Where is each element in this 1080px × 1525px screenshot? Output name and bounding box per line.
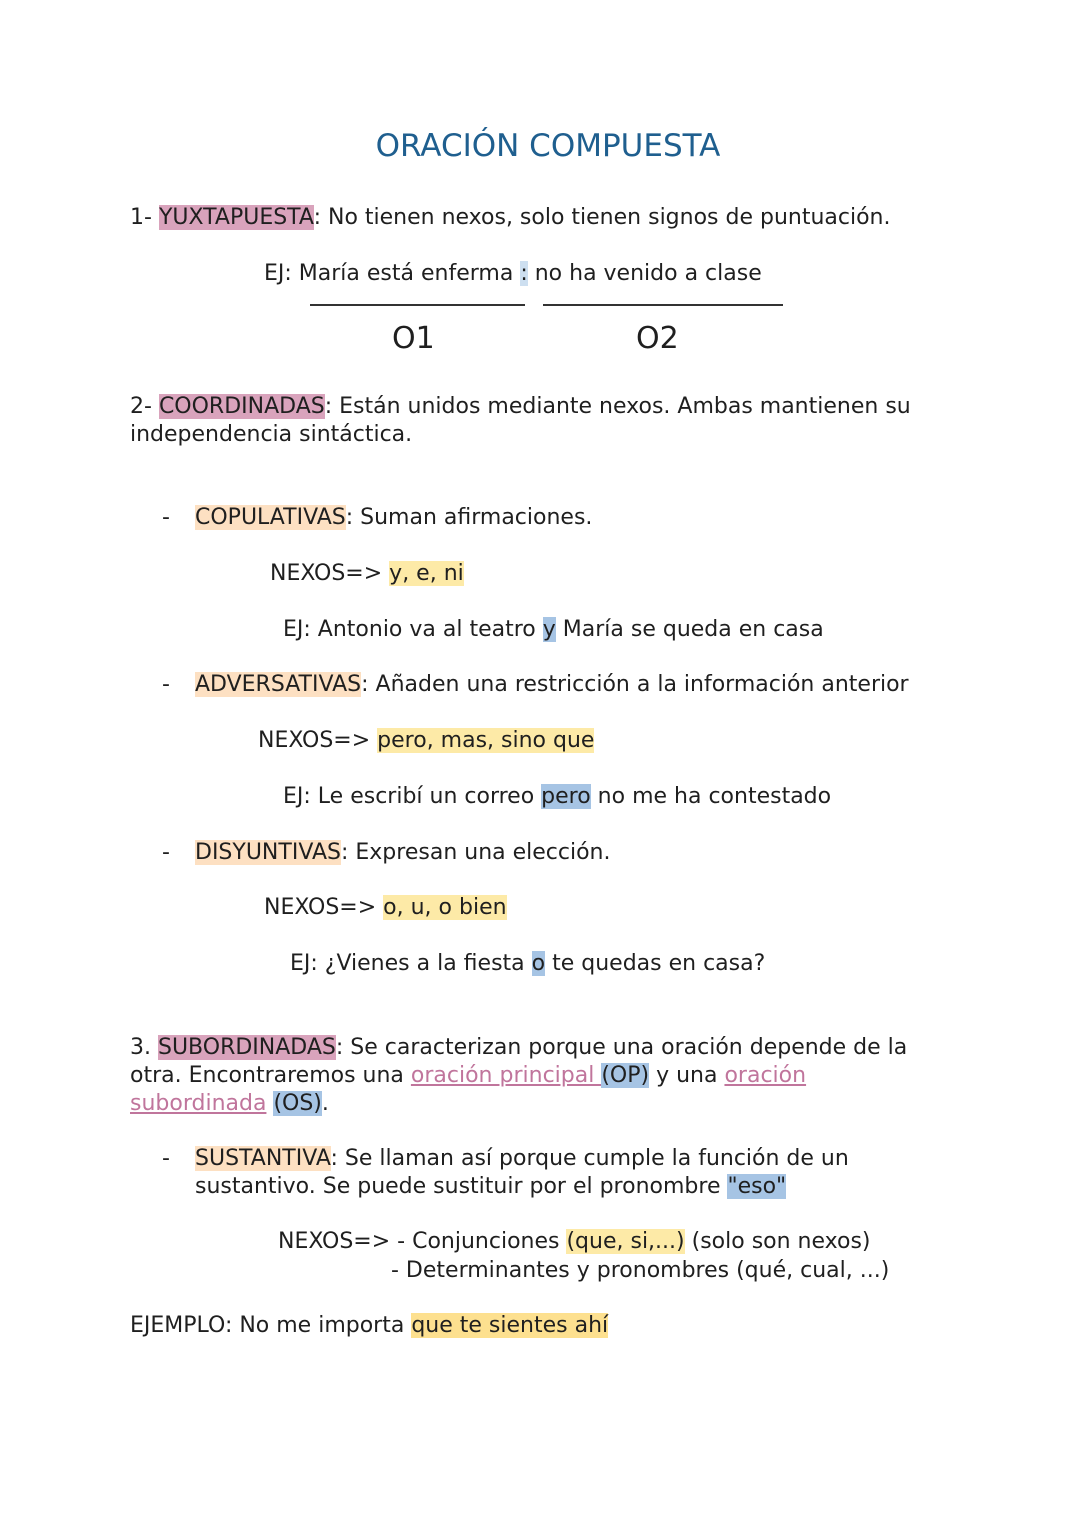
list-dash: - — [162, 1146, 170, 1171]
section1-prefix: 1- — [130, 205, 159, 230]
copulativas-nexos-list: y, e, ni — [389, 561, 464, 586]
link-oracion-subordinada-b[interactable]: subordinada — [130, 1091, 267, 1116]
section1-example-b: no ha venido a clase — [527, 261, 762, 286]
list-dash: - — [162, 505, 170, 530]
os-badge: (OS) — [273, 1091, 322, 1116]
sustantiva-nexos-line1 — [278, 1228, 871, 1256]
disyuntivas-nexos — [264, 894, 507, 922]
nexos-conjunciones-note: (solo son nexos) — [684, 1229, 871, 1254]
copulativas-item — [195, 504, 592, 532]
example-text-b: María se queda en casa — [555, 617, 824, 642]
example-nexo: pero — [541, 784, 591, 809]
section3-text-a: otra. Encontraremos una — [130, 1063, 411, 1088]
example-text-a: EJ: Antonio va al teatro — [283, 617, 543, 642]
adversativas-item — [195, 671, 909, 699]
adversativas-nexos-list: pero, mas, sino que — [377, 728, 595, 753]
copulativas-nexos — [270, 560, 464, 588]
section2-definition-line1: : Están unidos mediante nexos. Ambas mantienen su — [324, 394, 911, 419]
sustantiva-desc-text: sustantivo. Se puede sustituir por el pronombre — [195, 1174, 728, 1199]
page-title: ORACIÓN COMPUESTA — [375, 128, 721, 164]
underline-o1 — [310, 304, 525, 306]
disyuntivas-term: DISYUNTIVAS — [195, 840, 341, 865]
list-dash: - — [162, 672, 170, 697]
example-nexo: o — [531, 951, 546, 976]
link-oracion-principal[interactable]: oración principal — [410, 1063, 602, 1088]
ejemplo-highlight: que te sientes ahí — [411, 1313, 609, 1338]
section3-definition-line1: : Se caracterizan porque una oración depende de la — [335, 1035, 908, 1060]
disyuntivas-item — [195, 839, 611, 867]
example-nexo: y — [542, 617, 556, 642]
adversativas-desc: : Añaden una restricción a la información anterior — [361, 672, 909, 697]
nexos-label: NEXOS=> — [270, 561, 390, 586]
sustantiva-term: SUSTANTIVA — [195, 1146, 331, 1171]
section3-definition-line3 — [130, 1090, 329, 1118]
nexos-label: NEXOS=> — [258, 728, 378, 753]
section2-prefix: 2- — [130, 394, 159, 419]
section2-heading — [130, 393, 911, 421]
underline-o2 — [543, 304, 783, 306]
link-oracion-subordinada-a[interactable]: oración — [724, 1063, 807, 1088]
example-text-b: no me ha contestado — [590, 784, 832, 809]
disyuntivas-nexos-list: o, u, o bien — [383, 895, 507, 920]
adversativas-nexos — [258, 727, 594, 755]
section1-definition: : No tienen nexos, solo tienen signos de puntuación. — [313, 205, 891, 230]
section1-example-mark: : — [520, 261, 528, 286]
adversativas-example — [283, 783, 831, 811]
ejemplo-label: EJEMPLO: No me importa — [130, 1313, 412, 1338]
section2-term: COORDINADAS — [158, 394, 325, 419]
section3-text-b: y una — [649, 1063, 725, 1088]
section1-example — [264, 260, 762, 288]
section3-prefix: 3. — [130, 1035, 158, 1060]
copulativas-desc: : Suman afirmaciones. — [345, 505, 593, 530]
section3-definition-line2 — [130, 1062, 806, 1090]
section3-period: . — [321, 1091, 329, 1116]
eso-badge: "eso" — [727, 1174, 787, 1199]
example-text-b: te quedas en casa? — [545, 951, 766, 976]
section2-definition-line2: independencia sintáctica. — [130, 422, 413, 447]
ejemplo-line — [130, 1312, 608, 1340]
sustantiva-item — [195, 1145, 849, 1173]
section1-heading — [130, 204, 891, 232]
adversativas-term: ADVERSATIVAS — [195, 672, 362, 697]
section3-term: SUBORDINADAS — [157, 1035, 336, 1060]
label-o1: O1 — [392, 321, 435, 356]
nexos-conjunciones: - Conjunciones — [397, 1229, 567, 1254]
section1-term: YUXTAPUESTA — [158, 205, 314, 230]
disyuntivas-desc: : Expresan una elección. — [340, 840, 611, 865]
label-o2: O2 — [636, 321, 679, 356]
copulativas-example — [283, 616, 824, 644]
section1-example-a: EJ: María está enferma — [264, 261, 521, 286]
nexos-conjunciones-list: (que, si,...) — [566, 1229, 685, 1254]
sustantiva-desc-line1: : Se llaman así porque cumple la función de un — [330, 1146, 849, 1171]
sustantiva-nexos-line2: - Determinantes y pronombres (qué, cual, ...) — [391, 1258, 890, 1283]
nexos-label: NEXOS=> — [264, 895, 384, 920]
example-text-a: EJ: ¿Vienes a la fiesta — [290, 951, 532, 976]
list-dash: - — [162, 840, 170, 865]
example-text-a: EJ: Le escribí un correo — [283, 784, 542, 809]
sustantiva-desc-line2 — [195, 1173, 786, 1201]
disyuntivas-example — [290, 950, 765, 978]
op-badge: (OP) — [601, 1063, 650, 1088]
copulativas-term: COPULATIVAS — [195, 505, 346, 530]
nexos-label: NEXOS=> — [278, 1229, 398, 1254]
section3-heading — [130, 1034, 907, 1062]
